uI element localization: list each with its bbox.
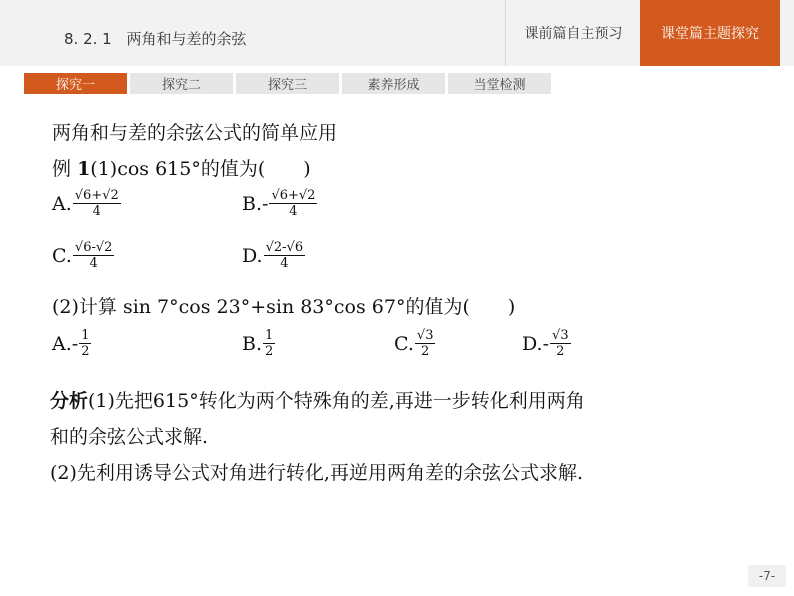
tab-explore-2[interactable]: 探究二	[130, 73, 233, 94]
section-title-text: 两角和与差的余弦	[126, 30, 247, 48]
analysis-line-2: 和的余弦公式求解.	[50, 426, 209, 448]
analysis-label: 分析	[50, 390, 89, 412]
q1-text: (1)cos 615°的值为( )	[90, 158, 311, 180]
q1-option-b: B. - $\frac{√6+√2}{4}$	[242, 188, 316, 219]
example-number: 1	[77, 158, 91, 180]
fraction: $\frac{√3}{2}$	[416, 328, 434, 359]
nav-preview-button[interactable]: 课前篇自主预习	[505, 0, 641, 66]
example-1-question	[52, 154, 311, 181]
tab-literacy[interactable]: 素养形成	[342, 73, 445, 94]
fraction: $\frac{√2-√6}{4}$	[265, 240, 304, 271]
q2-question: (2)计算 sin 7°cos 23°+sin 83°cos 67°的值为( )	[52, 296, 516, 318]
q1-option-a: A. $\frac{√6+√2}{4}$	[52, 188, 119, 219]
tab-bar	[24, 73, 554, 94]
analysis-line-1: 分析(1)先把615°转化为两个特殊角的差,再进一步转化利用两角	[50, 390, 585, 412]
tab-explore-1[interactable]: 探究一	[24, 73, 127, 94]
q2-option-a: A. - $\frac{1}{2}$	[52, 328, 90, 359]
q1-option-c: C. $\frac{√6-√2}{4}$	[52, 240, 113, 271]
section-number: 8. 2. 1	[64, 30, 112, 48]
tab-explore-3[interactable]: 探究三	[236, 73, 339, 94]
q1-option-d: D. $\frac{√2-√6}{4}$	[242, 240, 304, 271]
header-bar	[0, 0, 794, 66]
fraction: $\frac{√6-√2}{4}$	[74, 240, 113, 271]
page-number: -7-	[748, 565, 786, 587]
nav-explore-button[interactable]: 课堂篇主题探究	[640, 0, 780, 66]
content-heading: 两角和与差的余弦公式的简单应用	[52, 122, 338, 144]
fraction: $\frac{√6+√2}{4}$	[271, 188, 316, 219]
fraction: $\frac{√6+√2}{4}$	[74, 188, 119, 219]
fraction: $\frac{1}{2}$	[81, 328, 90, 359]
fraction: $\frac{√3}{2}$	[552, 328, 569, 359]
analysis-line-3: (2)先利用诱导公式对角进行转化,再逆用两角差的余弦公式求解.	[50, 462, 583, 484]
q2-option-d: D. - $\frac{√3}{2}$	[522, 328, 569, 359]
q2-option-c: C. $\frac{√3}{2}$	[394, 328, 434, 359]
example-label: 例	[52, 158, 72, 180]
fraction: $\frac{1}{2}$	[265, 328, 274, 359]
section-title	[64, 28, 247, 49]
q2-option-b: B. $\frac{1}{2}$	[242, 328, 274, 359]
tab-classroom-test[interactable]: 当堂检测	[448, 73, 551, 94]
